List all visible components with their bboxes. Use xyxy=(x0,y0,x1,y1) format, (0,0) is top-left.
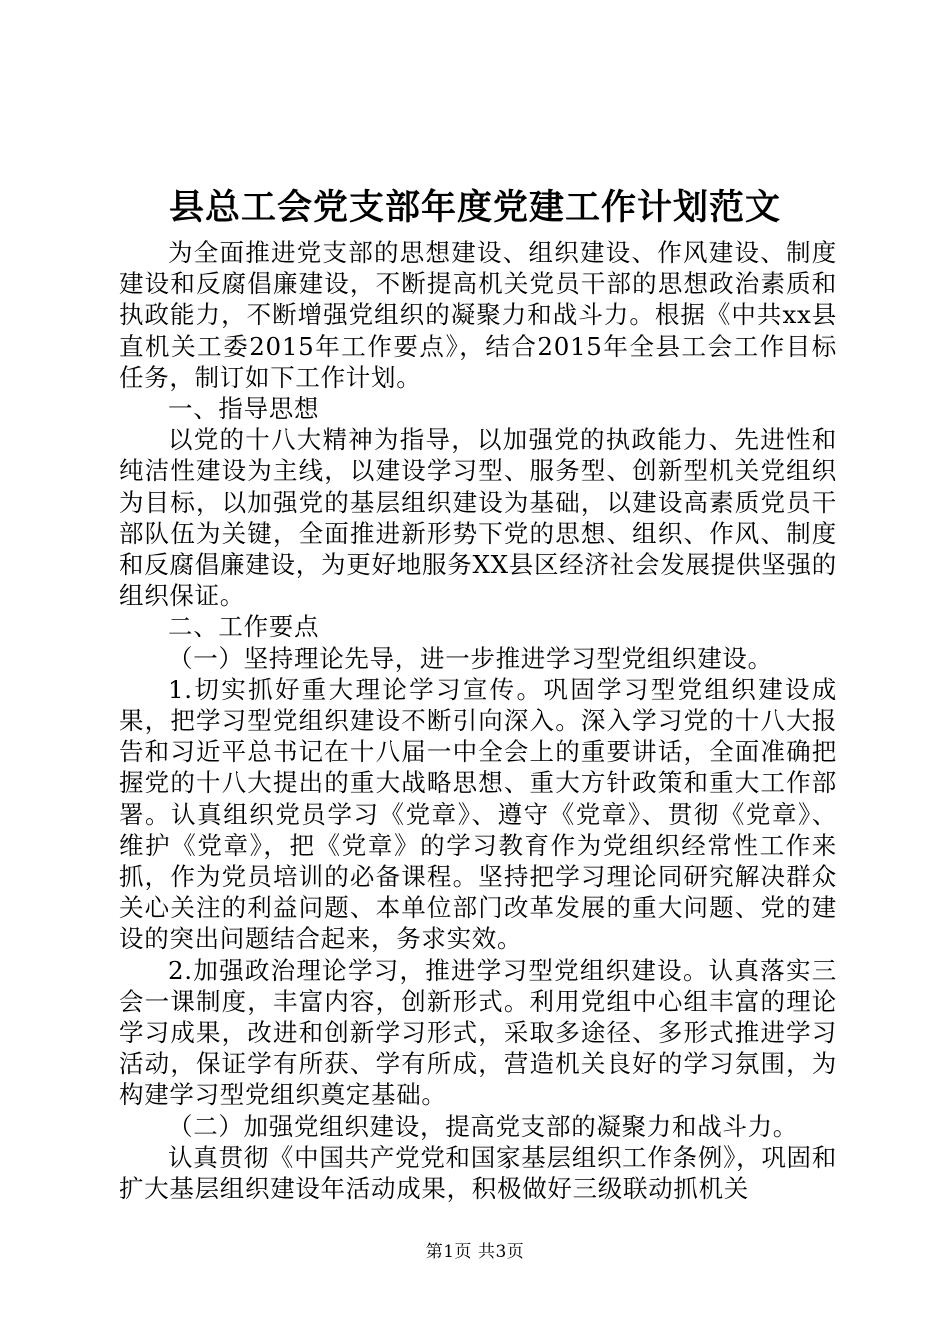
section-heading-work-points: 二、工作要点 xyxy=(168,612,320,642)
section-heading-guiding-ideology: 一、指导思想 xyxy=(168,394,320,424)
guiding-ideology-paragraph: 以党的十八大精神为指导，以加强党的执政能力、先进性和纯洁性建设为主线，以建设学习型、服务型、创新型机关党组织为目标，以加强党的基层组织建设为基础，以建设高素质党员干部队伍为关键，全面推进新形势下党的思想、组织、作风、制度和反腐倡廉建设，为更好地服务XX县区经济社会发展提供坚强的组织保证。 xyxy=(119,425,837,611)
document-body xyxy=(119,237,837,1204)
item-2-paragraph: 2.加强政治理论学习，推进学习型党组织建设。认真落实三会一课制度，丰富内容，创新形式。利用党组中心组丰富的理论学习成果，改进和创新学习形式，采取多途径、多形式推进学习活动，保证学有所获、学有所成，营造机关良好的学习氛围，为构建学习型党组织奠定基础。 xyxy=(119,955,837,1110)
subsection-heading-theory: （一）坚持理论先导，进一步推进学习型党组织建设。 xyxy=(168,643,773,673)
intro-paragraph: 为全面推进党支部的思想建设、组织建设、作风建设、制度建设和反腐倡廉建设，不断提高机关党员干部的思想政治素质和执政能力，不断增强党组织的凝聚力和战斗力。根据《中共xx县直机关工委2015年工作要点》，结合2015年全县工会工作目标任务，制订如下工作计划。 xyxy=(119,238,837,392)
subsection-heading-organization: （二）加强党组织建设，提高党支部的凝聚力和战斗力。 xyxy=(168,1111,798,1141)
page-number-footer: 第1页 共3页 xyxy=(425,1242,525,1262)
document-title: 县总工会党支部年度党建工作计划范文 xyxy=(168,187,781,228)
organization-paragraph: 认真贯彻《中国共产党党和国家基层组织工作条例》，巩固和扩大基层组织建设年活动成果，积极做好三级联动抓机关 xyxy=(119,1142,837,1204)
item-1-paragraph: 1.切实抓好重大理论学习宣传。巩固学习型党组织建设成果，把学习型党组织建设不断引向深入。深入学习党的十八大报告和习近平总书记在十八届一中全会上的重要讲话，全面准确把握党的十八大提出的重大战略思想、重大方针政策和重大工作部署。认真组织党员学习《党章》、遵守《党章》、贯彻《党章》、维护《党章》，把《党章》的学习教育作为党组织经常性工作来抓，作为党员培训的必备课程。坚持把学习理论同研究解决群众关心关注的利益问题、本单位部门改革发展的重大问题、党的建设的突出问题结合起来，务求实效。 xyxy=(119,674,837,954)
